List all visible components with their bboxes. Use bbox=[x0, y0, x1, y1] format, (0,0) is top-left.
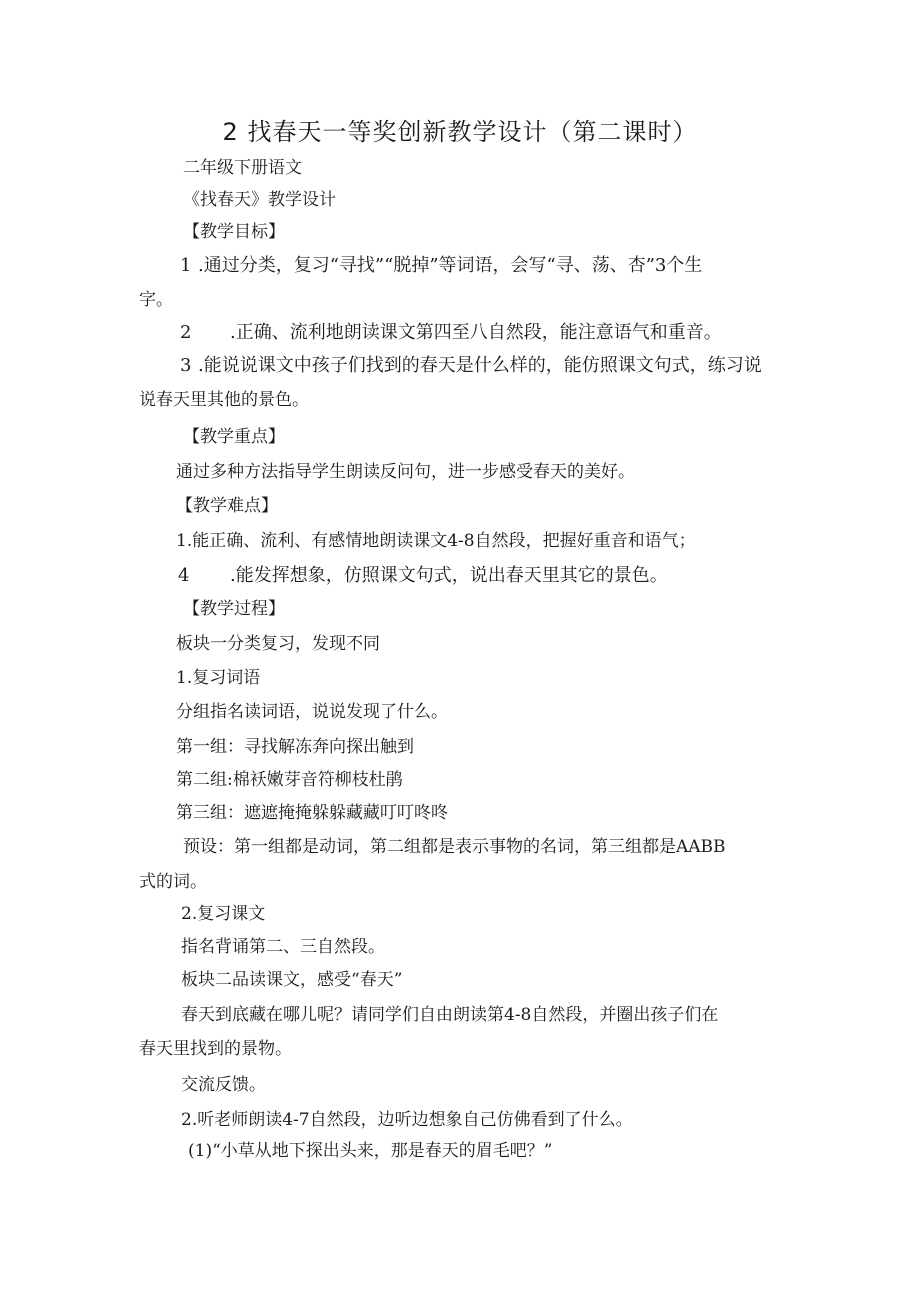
word-group-1: 第一组：寻找解冻奔向探出触到 bbox=[176, 737, 414, 757]
question-continued: 春天里找到的景物。 bbox=[139, 1039, 292, 1059]
page-title: 2 找春天一等奖创新教学设计（第二课时） bbox=[222, 118, 698, 146]
subject-line: 二年级下册语文 bbox=[183, 158, 302, 178]
difficulty-1: 1.能正确、流利、有感情地朗读课文4-8自然段，把握好重音和语气； bbox=[176, 531, 696, 551]
question: 春天到底藏在哪儿呢？请同学们自由朗读第4-8自然段，并圈出孩子们在 bbox=[181, 1005, 719, 1025]
feedback: 交流反馈。 bbox=[181, 1075, 266, 1095]
word-group-3: 第三组：遮遮掩掩躲躲藏藏叮叮咚咚 bbox=[176, 803, 448, 823]
goal-2-text: .正确、流利地朗读课文第四至八自然段，能注意语气和重音。 bbox=[230, 322, 722, 343]
goals-heading: 【教学目标】 bbox=[183, 222, 285, 242]
goal-1-number: 1 bbox=[180, 255, 192, 276]
listen-step: 2.听老师朗读4-7自然段，边听边想象自己仿佛看到了什么。 bbox=[181, 1110, 633, 1130]
step-2-description: 指名背诵第二、三自然段。 bbox=[181, 937, 385, 957]
step-1: 1.复习词语 bbox=[176, 668, 261, 688]
quote-1: (1)“小草从地下探出头来，那是春天的眉毛吧？” bbox=[188, 1141, 553, 1161]
difficulty-2 bbox=[178, 564, 668, 588]
key-text: 通过多种方法指导学生朗读反问句，进一步感受春天的美好。 bbox=[176, 462, 635, 482]
goal-3-text: .能说说课文中孩子们找到的春天是什么样的，能仿照课文句式，练习说 bbox=[198, 355, 762, 376]
block-1: 板块一分类复习，发现不同 bbox=[176, 634, 380, 654]
goal-3-number: 3 bbox=[180, 355, 192, 376]
goal-2-number: 2 bbox=[180, 322, 192, 343]
goal-3 bbox=[180, 354, 762, 378]
process-heading: 【教学过程】 bbox=[183, 599, 285, 619]
difficulty-2-text: .能发挥想象，仿照课文句式，说出春天里其它的景色。 bbox=[230, 565, 668, 586]
step-1-description: 分组指名读词语，说说发现了什么。 bbox=[176, 702, 448, 722]
goal-3-continued: 说春天里其他的景色。 bbox=[139, 390, 309, 410]
difficulty-heading: 【教学难点】 bbox=[176, 496, 278, 516]
goal-1-text: .通过分类，复习“寻找”“脱掉”等词语，会写“寻、荡、杏”3个生 bbox=[198, 255, 703, 276]
word-group-2: 第二组:棉袄嫩芽音符柳枝杜鹃 bbox=[176, 770, 403, 790]
step-2: 2.复习课文 bbox=[181, 904, 266, 924]
goal-2 bbox=[180, 321, 722, 345]
design-title: 《找春天》教学设计 bbox=[183, 190, 336, 210]
preset-answer: 预设：第一组都是动词，第二组都是表示事物的名词，第三组都是AABB bbox=[183, 837, 726, 857]
preset-answer-continued: 式的词。 bbox=[139, 872, 207, 892]
goal-1-continued: 字。 bbox=[139, 290, 173, 310]
block-2: 板块二品读课文，感受“春天” bbox=[181, 970, 403, 990]
goal-1 bbox=[180, 254, 702, 278]
key-heading: 【教学重点】 bbox=[183, 427, 285, 447]
difficulty-2-number: 4 bbox=[178, 565, 190, 586]
